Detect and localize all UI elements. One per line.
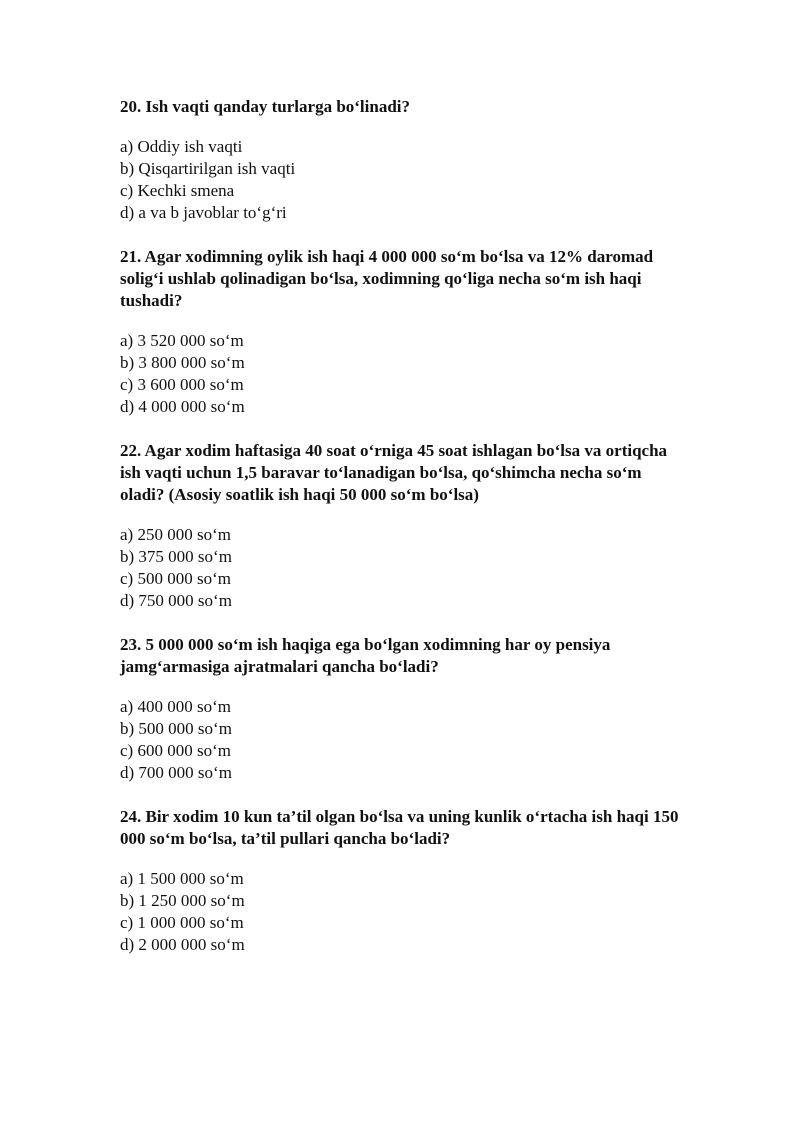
document-page xyxy=(120,96,680,978)
answer-option-b: b) 1 250 000 so‘m xyxy=(120,891,245,910)
answer-option-d: d) 700 000 so‘m xyxy=(120,763,232,782)
answer-option-c: c) Kechki smena xyxy=(120,181,235,200)
answer-option-d: d) 2 000 000 so‘m xyxy=(120,935,245,954)
question-text: 22. Agar xodim haftasiga 40 soat o‘rniga 45 soat ishlagan bo‘lsa va ortiqcha ish vaqti uchun 1,5 baravar to‘lanadigan bo‘lsa, qo‘shimcha necha so‘m oladi? (Asosiy soatlik ish haqi 50 000 so‘m bo‘lsa) xyxy=(120,441,668,504)
answer-option-b: b) 3 800 000 so‘m xyxy=(120,353,245,372)
question-23 xyxy=(120,634,680,784)
question-text: 23. 5 000 000 so‘m ish haqiga ega bo‘lgan xodimning har oy pensiya jamg‘armasiga ajratmalari qancha bo‘ladi? xyxy=(120,635,611,676)
answer-option-d: d) 4 000 000 so‘m xyxy=(120,397,245,416)
answer-option-a: a) 250 000 so‘m xyxy=(120,525,231,544)
answer-option-c: c) 1 000 000 so‘m xyxy=(120,913,244,932)
answer-option-a: a) 3 520 000 so‘m xyxy=(120,331,244,350)
question-text: 20. Ish vaqti qanday turlarga bo‘linadi? xyxy=(120,97,411,116)
answer-option-c: c) 600 000 so‘m xyxy=(120,741,231,760)
answer-option-c: c) 3 600 000 so‘m xyxy=(120,375,244,394)
answer-option-a: a) Oddiy ish vaqti xyxy=(120,137,243,156)
answer-option-b: b) 500 000 so‘m xyxy=(120,719,232,738)
question-text: 21. Agar xodimning oylik ish haqi 4 000 000 so‘m bo‘lsa va 12% daromad solig‘i ushlab qolinadigan bo‘lsa, xodimning qo‘liga necha so‘m ish haqi tushadi? xyxy=(120,247,654,310)
answer-option-c: c) 500 000 so‘m xyxy=(120,569,231,588)
answer-option-d: d) a va b javoblar to‘g‘ri xyxy=(120,203,287,222)
answer-option-d: d) 750 000 so‘m xyxy=(120,591,232,610)
answer-option-b: b) Qisqartirilgan ish vaqti xyxy=(120,159,296,178)
answer-option-a: a) 400 000 so‘m xyxy=(120,697,231,716)
question-24 xyxy=(120,806,680,956)
answer-option-b: b) 375 000 so‘m xyxy=(120,547,232,566)
question-20 xyxy=(120,96,680,224)
answer-option-a: a) 1 500 000 so‘m xyxy=(120,869,244,888)
question-21 xyxy=(120,246,680,418)
question-22 xyxy=(120,440,680,612)
question-text: 24. Bir xodim 10 kun ta’til olgan bo‘lsa va uning kunlik o‘rtacha ish haqi 150 000 so‘m bo‘lsa, ta’til pullari qancha bo‘ladi? xyxy=(120,807,679,848)
